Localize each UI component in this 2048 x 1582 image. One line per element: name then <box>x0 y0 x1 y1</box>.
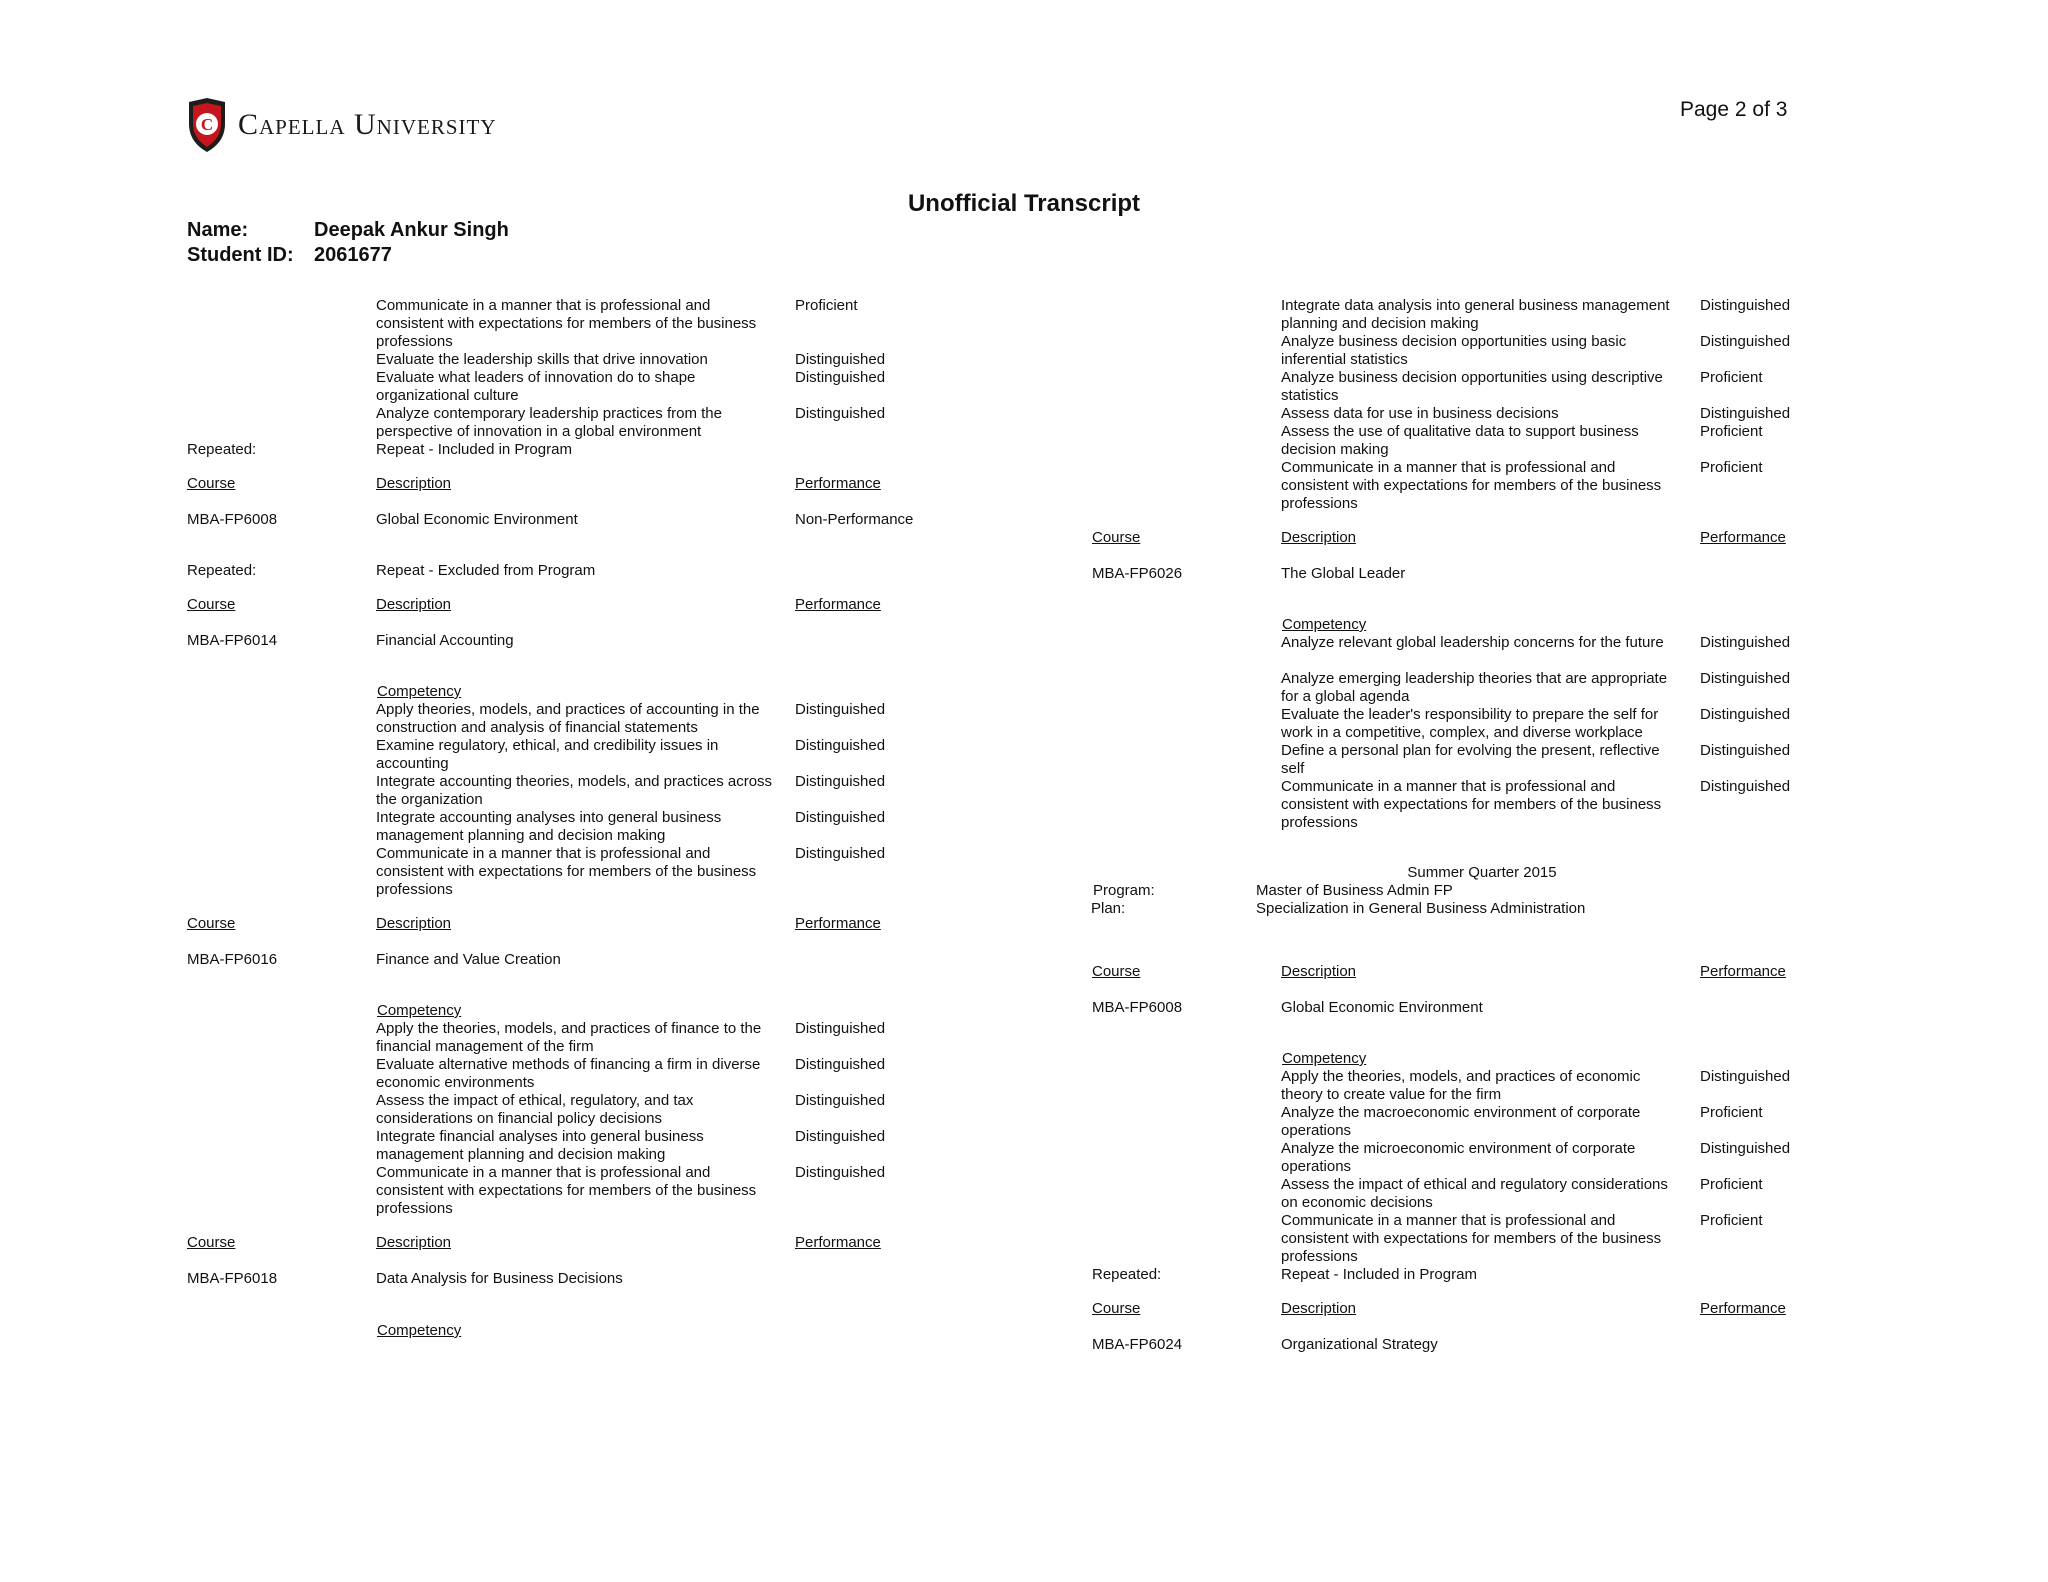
course-header: Course <box>187 1234 236 1251</box>
repeated-status: Repeat - Excluded from Program <box>376 562 596 579</box>
course-header: Course <box>1092 1300 1141 1317</box>
competency-description: Apply the theories, models, and practices of finance to the financial management of the firm <box>376 1020 762 1055</box>
competency-description: Assess the impact of ethical and regulatory considerations on economic decisions <box>1281 1176 1668 1211</box>
course-performance: Non-Performance <box>795 511 914 528</box>
competency-description: Evaluate alternative methods of financing a firm in diverse economic environments <box>376 1056 761 1091</box>
competency-description: Apply theories, models, and practices of accounting in the construction and analysis of financial statements <box>376 701 760 736</box>
repeated-status: Repeat - Included in Program <box>1281 1266 1477 1283</box>
competency-performance: Proficient <box>795 297 858 314</box>
course-code: MBA-FP6018 <box>187 1270 278 1287</box>
competency-performance: Distinguished <box>1700 1140 1791 1157</box>
competency-description: Communicate in a manner that is professional and consistent with expectations for members of the business professions <box>1281 1212 1662 1265</box>
course-header: Course <box>187 596 236 613</box>
competency-description: Integrate data analysis into general business management planning and decision making <box>1281 297 1670 332</box>
competency-description: Examine regulatory, ethical, and credibility issues in accounting <box>376 737 719 772</box>
description-header: Description <box>1281 1300 1357 1317</box>
competency-performance: Distinguished <box>795 1092 886 1109</box>
performance-header: Performance <box>795 596 881 613</box>
student-name: Deepak Ankur Singh <box>314 219 509 241</box>
competency-description: Integrate accounting analyses into general business management planning and decision making <box>376 809 722 844</box>
description-header: Description <box>1281 963 1357 980</box>
plan-name: Specialization in General Business Administration <box>1256 900 1586 917</box>
competency-performance: Distinguished <box>1700 333 1791 350</box>
competency-performance: Distinguished <box>1700 297 1791 314</box>
university-name: Capella University <box>238 108 497 141</box>
competency-description: Communicate in a manner that is professional and consistent with expectations for members of the business professions <box>376 297 757 350</box>
performance-header: Performance <box>1700 963 1786 980</box>
competency-performance: Proficient <box>1700 459 1763 476</box>
competency-performance: Distinguished <box>795 809 886 826</box>
competency-description: Define a personal plan for evolving the present, reflective self <box>1281 742 1660 777</box>
competency-performance: Proficient <box>1700 1212 1763 1229</box>
course-title: Finance and Value Creation <box>376 951 561 968</box>
competency-description: Apply the theories, models, and practices of economic theory to create value for the firm <box>1281 1068 1641 1103</box>
competency-description: Integrate financial analyses into general business management planning and decision making <box>376 1128 704 1163</box>
course-title: Global Economic Environment <box>1281 999 1483 1016</box>
competency-performance: Distinguished <box>1700 634 1791 651</box>
competency-performance: Proficient <box>1700 423 1763 440</box>
competency-performance: Distinguished <box>795 369 886 386</box>
competency-description: Analyze the microeconomic environment of corporate operations <box>1281 1140 1636 1175</box>
course-title: Global Economic Environment <box>376 511 578 528</box>
description-header: Description <box>376 475 452 492</box>
competency-performance: Distinguished <box>795 701 886 718</box>
course-code: MBA-FP6024 <box>1092 1336 1183 1353</box>
course-code: MBA-FP6014 <box>187 632 278 649</box>
repeated-label: Repeated: <box>1092 1266 1162 1283</box>
name-label: Name: <box>187 219 249 241</box>
performance-header: Performance <box>795 915 881 932</box>
course-title: Data Analysis for Business Decisions <box>376 1270 623 1287</box>
course-code: MBA-FP6026 <box>1092 565 1183 582</box>
competency-header: Competency <box>377 1002 462 1019</box>
competency-performance: Distinguished <box>795 1164 886 1181</box>
course-header: Course <box>1092 529 1141 546</box>
competency-description: Analyze relevant global leadership concerns for the future <box>1281 634 1664 651</box>
competency-description: Communicate in a manner that is professional and consistent with expectations for members of the business professions <box>376 845 757 898</box>
program-name: Master of Business Admin FP <box>1256 882 1453 899</box>
university-logo <box>186 96 526 156</box>
competency-performance: Distinguished <box>795 1020 886 1037</box>
description-header: Description <box>376 915 452 932</box>
competency-description: Assess the impact of ethical, regulatory, and tax considerations on financial policy decisions <box>376 1092 694 1127</box>
competency-performance: Distinguished <box>795 351 886 368</box>
program-label: Program: <box>1093 882 1155 899</box>
competency-performance: Distinguished <box>1700 778 1791 795</box>
competency-performance: Distinguished <box>1700 405 1791 422</box>
competency-performance: Proficient <box>1700 1176 1763 1193</box>
competency-performance: Distinguished <box>1700 670 1791 687</box>
competency-header: Competency <box>377 683 462 700</box>
competency-description: Communicate in a manner that is professional and consistent with expectations for members of the business professions <box>376 1164 757 1217</box>
competency-description: Assess data for use in business decisions <box>1281 405 1559 422</box>
competency-description: Integrate accounting theories, models, and practices across the organization <box>376 773 773 808</box>
competency-description: Evaluate the leader's responsibility to prepare the self for work in a competitive, complex, and diverse workplace <box>1281 706 1659 741</box>
performance-header: Performance <box>795 475 881 492</box>
plan-label: Plan: <box>1091 900 1126 917</box>
competency-performance: Distinguished <box>795 737 886 754</box>
competency-performance: Distinguished <box>1700 1068 1791 1085</box>
repeated-label: Repeated: <box>187 562 257 579</box>
capella-shield-icon <box>186 98 228 154</box>
competency-header: Competency <box>377 1322 462 1339</box>
competency-description: Analyze contemporary leadership practices from the perspective of innovation in a global environment <box>376 405 722 440</box>
competency-description: Assess the use of qualitative data to support business decision making <box>1281 423 1639 458</box>
course-code: MBA-FP6008 <box>187 511 278 528</box>
competency-performance: Proficient <box>1700 1104 1763 1121</box>
competency-performance: Distinguished <box>1700 706 1791 723</box>
student-id: 2061677 <box>314 244 392 266</box>
competency-description: Evaluate the leadership skills that drive innovation <box>376 351 708 368</box>
competency-description: Evaluate what leaders of innovation do to shape organizational culture <box>376 369 696 404</box>
course-header: Course <box>187 475 236 492</box>
repeated-status: Repeat - Included in Program <box>376 441 572 458</box>
description-header: Description <box>376 1234 452 1251</box>
competency-performance: Distinguished <box>795 1128 886 1145</box>
term-heading: Summer Quarter 2015 <box>1407 864 1557 881</box>
document-title: Unofficial Transcript <box>907 190 1141 217</box>
course-title: Organizational Strategy <box>1281 1336 1438 1353</box>
repeated-label: Repeated: <box>187 441 257 458</box>
course-header: Course <box>1092 963 1141 980</box>
competency-performance: Distinguished <box>795 1056 886 1073</box>
competency-description: Analyze the macroeconomic environment of corporate operations <box>1281 1104 1641 1139</box>
description-header: Description <box>376 596 452 613</box>
competency-performance: Distinguished <box>795 845 886 862</box>
competency-description: Analyze business decision opportunities using descriptive statistics <box>1281 369 1663 404</box>
competency-performance: Distinguished <box>1700 742 1791 759</box>
student-id-label: Student ID: <box>187 244 294 266</box>
course-code: MBA-FP6008 <box>1092 999 1183 1016</box>
page-number: Page 2 of 3 <box>1680 98 1788 121</box>
course-title: Financial Accounting <box>376 632 514 649</box>
course-title: The Global Leader <box>1281 565 1406 582</box>
performance-header: Performance <box>1700 1300 1786 1317</box>
competency-header: Competency <box>1282 616 1367 633</box>
course-header: Course <box>187 915 236 932</box>
competency-description: Analyze emerging leadership theories that are appropriate for a global agenda <box>1281 670 1668 705</box>
competency-performance: Distinguished <box>795 773 886 790</box>
competency-description: Communicate in a manner that is professional and consistent with expectations for members of the business professions <box>1281 778 1662 831</box>
competency-performance: Distinguished <box>795 405 886 422</box>
competency-header: Competency <box>1282 1050 1367 1067</box>
competency-description: Communicate in a manner that is professional and consistent with expectations for members of the business professions <box>1281 459 1662 512</box>
performance-header: Performance <box>1700 529 1786 546</box>
description-header: Description <box>1281 529 1357 546</box>
svg-text:C: C <box>200 115 214 134</box>
course-code: MBA-FP6016 <box>187 951 278 968</box>
performance-header: Performance <box>795 1234 881 1251</box>
competency-description: Analyze business decision opportunities using basic inferential statistics <box>1281 333 1627 368</box>
competency-performance: Proficient <box>1700 369 1763 386</box>
